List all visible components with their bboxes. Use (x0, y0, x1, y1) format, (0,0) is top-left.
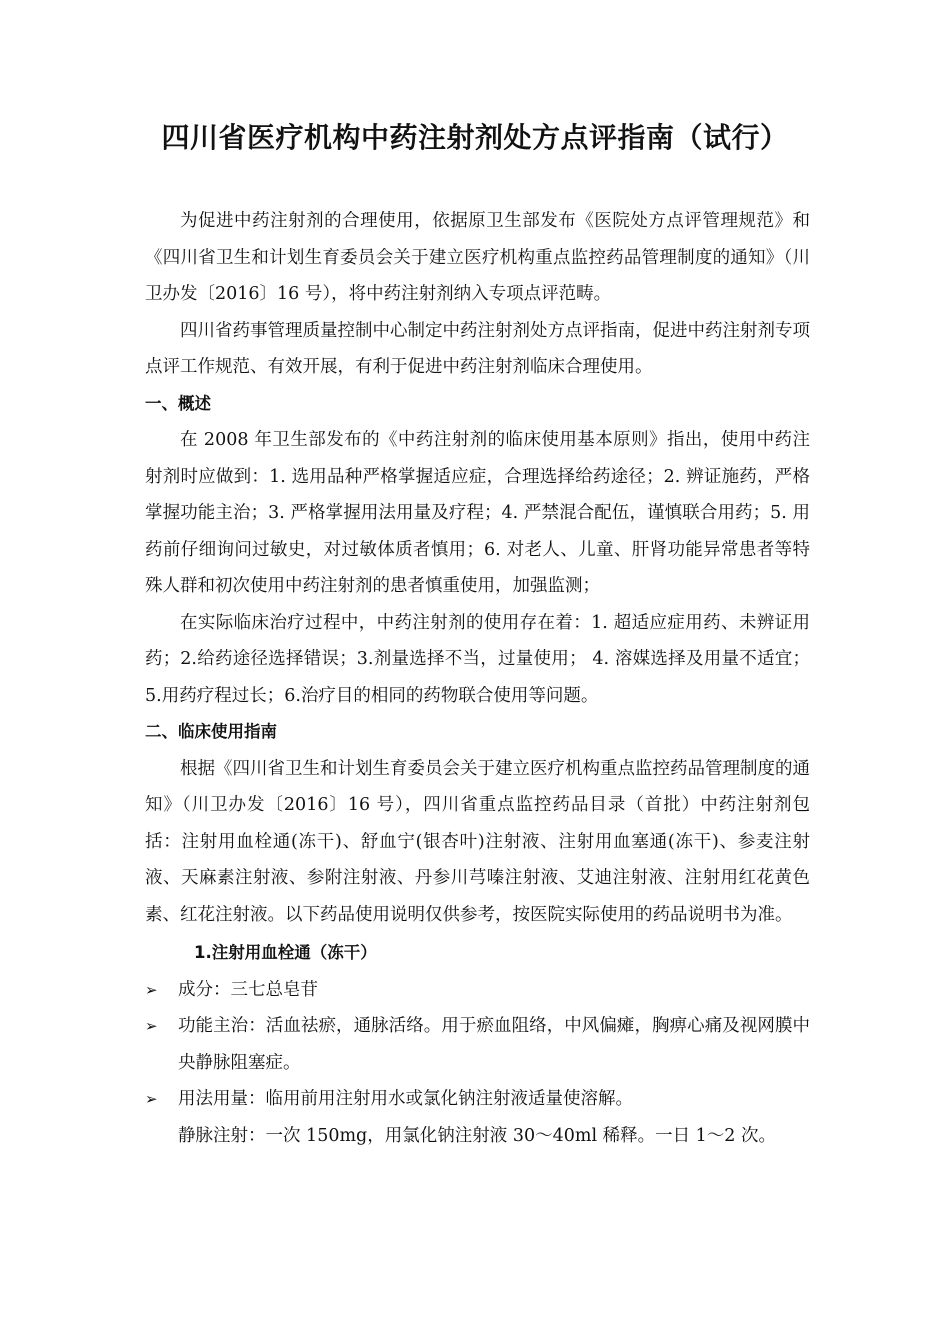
drug-heading-xueshuantong: 1.注射用血栓通（冻干） (194, 943, 377, 962)
arrow-bullet-icon: ➢ (145, 1017, 158, 1035)
section-heading-clinical-guide: 二、临床使用指南 (145, 722, 277, 741)
overview-paragraph-1: 在 2008 年卫生部发布的《中药注射剂的临床使用基本原则》指出，使用中药注射剂时应做到：1. 选用品种严格掌握适应症，合理选择给药途径；2. 辨证施药，严格掌握功能主治；3. 严格掌握用法用量及疗程；4. 严禁混合配伍，谨慎联合用药；5. 用药前仔细询问过敏史，对过敏体质者慎用；6. 对老人、儿童、肝肾功能异常患者等特殊人群和初次使用中药注射剂的患者慎重使用，加强监测； (145, 430, 810, 596)
iv-injection-usage: 静脉注射：一次 150mg，用氯化钠注射液 30～40ml 稀释。一日 1～2 次。 (178, 1125, 777, 1146)
section-heading-overview: 一、概述 (145, 393, 211, 413)
list-item-text: 用法用量：临用前用注射用水或氯化钠注射液适量使溶解。 (178, 1089, 633, 1109)
intro-paragraph-2: 四川省药事管理质量控制中心制定中药注射剂处方点评指南，促进中药注射剂专项点评工作规范、有效开展，有利于促进中药注射剂临床合理使用。 (145, 320, 810, 377)
list-item-ingredients (145, 972, 810, 1009)
arrow-bullet-icon: ➢ (145, 1090, 158, 1108)
arrow-bullet-icon: ➢ (145, 980, 158, 999)
overview-paragraph-2: 在实际临床治疗过程中，中药注射剂的使用存在着：1. 超适应症用药、未辨证用药；2.给药途径选择错误；3.剂量选择不当，过量使用； 4. 溶媒选择及用量不适宜；5.用药疗程过长；6.治疗目的相同的药物联合使用等问题。 (145, 612, 810, 706)
document-body (145, 203, 810, 1154)
list-item-text: 功能主治：活血祛瘀，通脉活络。用于瘀血阻络，中风偏瘫，胸痹心痛及视网膜中央静脉阻塞症。 (178, 1016, 810, 1073)
clinical-guide-paragraph-1: 根据《四川省卫生和计划生育委员会关于建立医疗机构重点监控药品管理制度的通知》（川卫办发〔2016〕16 号），四川省重点监控药品目录（首批）中药注射剂包括：注射用血栓通(冻干)、舒血宁(银杏叶)注射液、注射用血塞通(冻干)、参麦注射液、天麻素注射液、参附注射液、丹参川芎嗪注射液、艾迪注射液、注射用红花黄色素、红花注射液。以下药品使用说明仅供参考，按医院实际使用的药品说明书为准。 (145, 758, 810, 925)
list-item-dosage (145, 1081, 810, 1118)
list-item-text: 成分：三七总皂苷 (178, 979, 318, 1000)
intro-paragraph-1: 为促进中药注射剂的合理使用，依据原卫生部发布《医院处方点评管理规范》和《四川省卫生和计划生育委员会关于建立医疗机构重点监控药品管理制度的通知》（川卫办发〔2016〕16 号），将中药注射剂纳入专项点评范畴。 (145, 211, 810, 304)
list-item-indications (145, 1008, 810, 1081)
document-title: 四川省医疗机构中药注射剂处方点评指南（试行） (161, 121, 789, 154)
